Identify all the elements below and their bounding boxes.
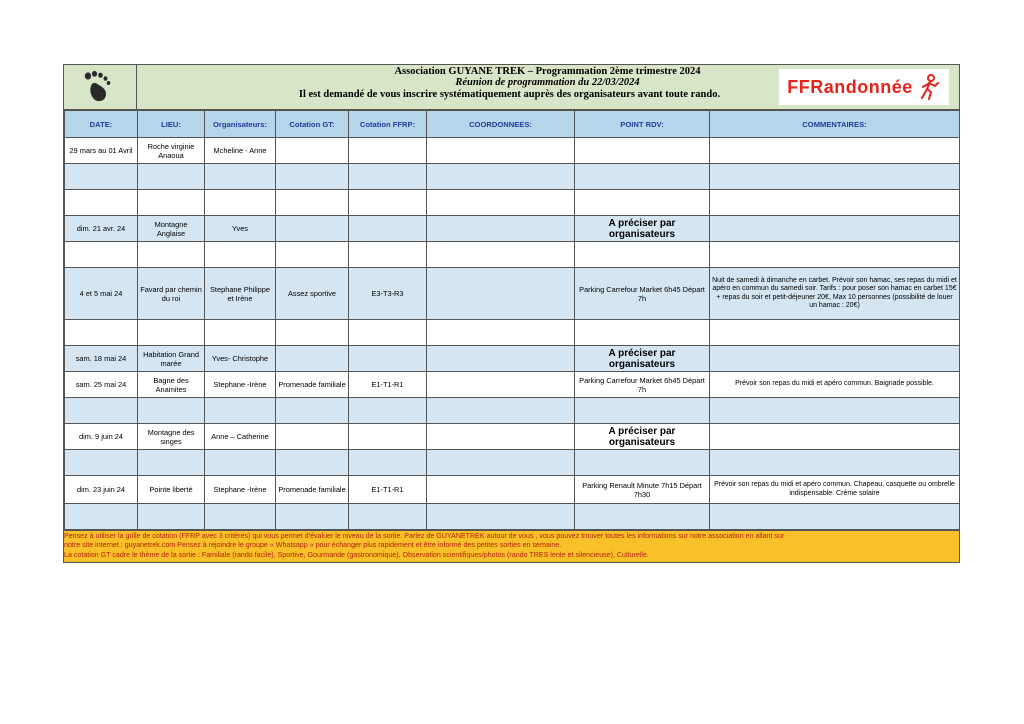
cell-date [65,504,138,530]
ffrandonnee-logo-text: FFRandonnée [787,76,913,97]
hiker-icon [917,74,941,100]
meeting-subtitle: Réunion de programmation du 22/03/2024 [455,77,640,88]
cell-commentaires [710,216,960,242]
cell-commentaires [710,504,960,530]
cell-commentaires [710,346,960,372]
cell-commentaires [710,398,960,424]
cell-cotation-gt [276,450,349,476]
footer-line-3: La cotation GT cadre le thème de la sortie : Familiale (rando facile), Sportive, Gourmande (gastronomique), Observation scientifiques/photos (rando TRES lente et silencieuse), Culturelle. [64,550,649,559]
cell-coordonnees [427,346,575,372]
cell-point-rdv [575,190,710,216]
cell-point-rdv [575,450,710,476]
table-header-row [65,111,960,138]
cell-organisateurs: Mcheline - Anne [205,138,276,164]
table-row [65,372,960,398]
cell-commentaires [710,320,960,346]
table-row [65,138,960,164]
cell-date: sam. 18 mai 24 [65,346,138,372]
cell-organisateurs: Stephane Philippe et Irène [205,268,276,320]
cell-date: 4 et 5 mai 24 [65,268,138,320]
column-header-point-rdv: POINT RDV: [575,111,710,138]
cell-coordonnees [427,216,575,242]
cell-cotation-gt [276,398,349,424]
cell-date: dim. 9 juin 24 [65,424,138,450]
cell-coordonnees [427,138,575,164]
cell-coordonnees [427,320,575,346]
table-row [65,190,960,216]
cell-cotation-gt [276,424,349,450]
cell-lieu: Montagne Anglaise [138,216,205,242]
cell-organisateurs: Stephane -Irène [205,476,276,504]
cell-commentaires [710,164,960,190]
cell-cotation-gt [276,242,349,268]
cell-organisateurs [205,504,276,530]
cell-organisateurs [205,164,276,190]
cell-coordonnees [427,476,575,504]
cell-lieu: Bagne des Anamites [138,372,205,398]
cell-cotation-ffrp [349,450,427,476]
cell-cotation-gt: Promenade familiale [276,372,349,398]
cell-coordonnees [427,164,575,190]
schedule-table [64,110,960,530]
cell-organisateurs [205,190,276,216]
cell-cotation-ffrp [349,346,427,372]
cell-cotation-ffrp: E1-T1-R1 [349,372,427,398]
cell-date: 29 mars au 01 Avril [65,138,138,164]
cell-commentaires [710,242,960,268]
cell-lieu: Roche virginie Anaoua [138,138,205,164]
cell-date [65,242,138,268]
table-row [65,398,960,424]
column-header-organisateurs: Organisateurs: [205,111,276,138]
cell-organisateurs [205,242,276,268]
cell-point-rdv: Parking Renault Minute 7h15 Départ 7h30 [575,476,710,504]
footer-line-1: Pensez à utiliser la grille de cotation (FFRP avec 3 critères) qui vous permet d'évaluer le niveau de la sortie. Parlez de GUYANETREK autour de vous , vous pouvez trouver toutes les informations sur notre association en allant sur [64,532,785,540]
column-header-date: DATE: [65,111,138,138]
cell-cotation-ffrp [349,320,427,346]
association-logo [64,65,137,109]
cell-lieu [138,164,205,190]
cell-point-rdv [575,242,710,268]
cell-cotation-gt [276,138,349,164]
cell-organisateurs [205,398,276,424]
cell-date [65,450,138,476]
cell-lieu: Habitation Grand marée [138,346,205,372]
cell-organisateurs [205,450,276,476]
cell-point-rdv [575,138,710,164]
table-row [65,268,960,320]
cell-date [65,398,138,424]
table-row [65,242,960,268]
cell-coordonnees [427,372,575,398]
table-row [65,424,960,450]
cell-lieu: Favard par chemin du roi [138,268,205,320]
cell-coordonnees [427,504,575,530]
cell-cotation-gt [276,216,349,242]
cell-point-rdv [575,320,710,346]
cell-organisateurs: Yves [205,216,276,242]
column-header-cotation-ffrp: Cotation FFRP: [349,111,427,138]
sheet-header [64,65,959,110]
cell-cotation-gt [276,164,349,190]
cell-lieu [138,398,205,424]
cell-cotation-gt [276,320,349,346]
cell-commentaires [710,450,960,476]
footer-line-2: notre site internet : guyanetrek.com Pensez à rejoindre le groupe « Whatsapp » pour échanger plus rapidement et être informé des petites sorties en semaine. [64,541,562,550]
cell-lieu [138,320,205,346]
column-header-cotation-gt: Cotation GT: [276,111,349,138]
cell-cotation-ffrp [349,424,427,450]
cell-cotation-ffrp [349,398,427,424]
cell-cotation-gt [276,190,349,216]
cell-date [65,190,138,216]
cell-cotation-ffrp [349,164,427,190]
cell-point-rdv: Parking Carrefour Market 6h45 Départ 7h [575,268,710,320]
table-row [65,320,960,346]
column-header-commentaires: COMMENTAIRES: [710,111,960,138]
cell-commentaires [710,190,960,216]
cell-cotation-ffrp: E3-T3-R3 [349,268,427,320]
table-row [65,164,960,190]
cell-lieu: Montagne des singes [138,424,205,450]
page-title: Association GUYANE TREK – Programmation 2ème trimestre 2024 [394,66,701,77]
cell-commentaires [710,424,960,450]
schedule-sheet [63,64,960,563]
footer-notes [64,530,959,562]
cell-commentaires: Nuit de samedi à dimanche en carbet. Prévoir son hamac, ses repas du midi et apéro en commun du samedi soir. Tarifs : pour poser son hamac en carbet 15€ + repas du soir et petit-déjeuner 20€, Max 10 personnes (possibilité de louer un hamac : 20€) [710,268,960,320]
cell-point-rdv: A préciser par organisateurs [575,346,710,372]
cell-coordonnees [427,398,575,424]
cell-cotation-gt: Promenade familiale [276,476,349,504]
table-row [65,504,960,530]
cell-date [65,164,138,190]
cell-date [65,320,138,346]
cell-coordonnees [427,424,575,450]
column-header-coordonnees: COORDONNEES: [427,111,575,138]
cell-commentaires: Prévoir son repas du midi et apéro commun. Chapeau, casquette ou ombrelle indispensable. Crème solaire [710,476,960,504]
table-row [65,450,960,476]
cell-cotation-ffrp [349,216,427,242]
cell-coordonnees [427,268,575,320]
column-header-lieu: LIEU: [138,111,205,138]
cell-cotation-ffrp [349,190,427,216]
cell-cotation-gt: Assez sportive [276,268,349,320]
cell-point-rdv [575,504,710,530]
cell-organisateurs: Stephane -Irène [205,372,276,398]
ffrandonnee-logo [779,69,949,105]
cell-point-rdv [575,398,710,424]
registration-notice: Il est demandé de vous inscrire systématiquement auprès des organisateurs avant toute rando. [298,89,721,100]
cell-lieu: Pointe liberté [138,476,205,504]
cell-commentaires [710,138,960,164]
cell-organisateurs [205,320,276,346]
cell-point-rdv [575,164,710,190]
cell-lieu [138,242,205,268]
cell-commentaires: Prévoir son repas du midi et apéro commun. Baignade possible. [710,372,960,398]
cell-lieu [138,190,205,216]
cell-coordonnees [427,242,575,268]
cell-cotation-ffrp [349,504,427,530]
cell-lieu [138,450,205,476]
table-row [65,346,960,372]
cell-point-rdv: Parking Carrefour Market 6h45 Départ 7h [575,372,710,398]
cell-cotation-ffrp: E1-T1-R1 [349,476,427,504]
cell-date: sam. 25 mai 24 [65,372,138,398]
cell-organisateurs: Anne – Catherine [205,424,276,450]
cell-cotation-gt [276,346,349,372]
cell-point-rdv: A préciser par organisateurs [575,424,710,450]
cell-cotation-ffrp [349,242,427,268]
cell-date: dim. 21 avr. 24 [65,216,138,242]
cell-cotation-gt [276,504,349,530]
cell-coordonnees [427,450,575,476]
cell-date: dim. 23 juin 24 [65,476,138,504]
cell-cotation-ffrp [349,138,427,164]
cell-lieu [138,504,205,530]
table-row [65,216,960,242]
cell-organisateurs: Yves- Christophe [205,346,276,372]
table-row [65,476,960,504]
cell-coordonnees [427,190,575,216]
cell-point-rdv: A préciser par organisateurs [575,216,710,242]
